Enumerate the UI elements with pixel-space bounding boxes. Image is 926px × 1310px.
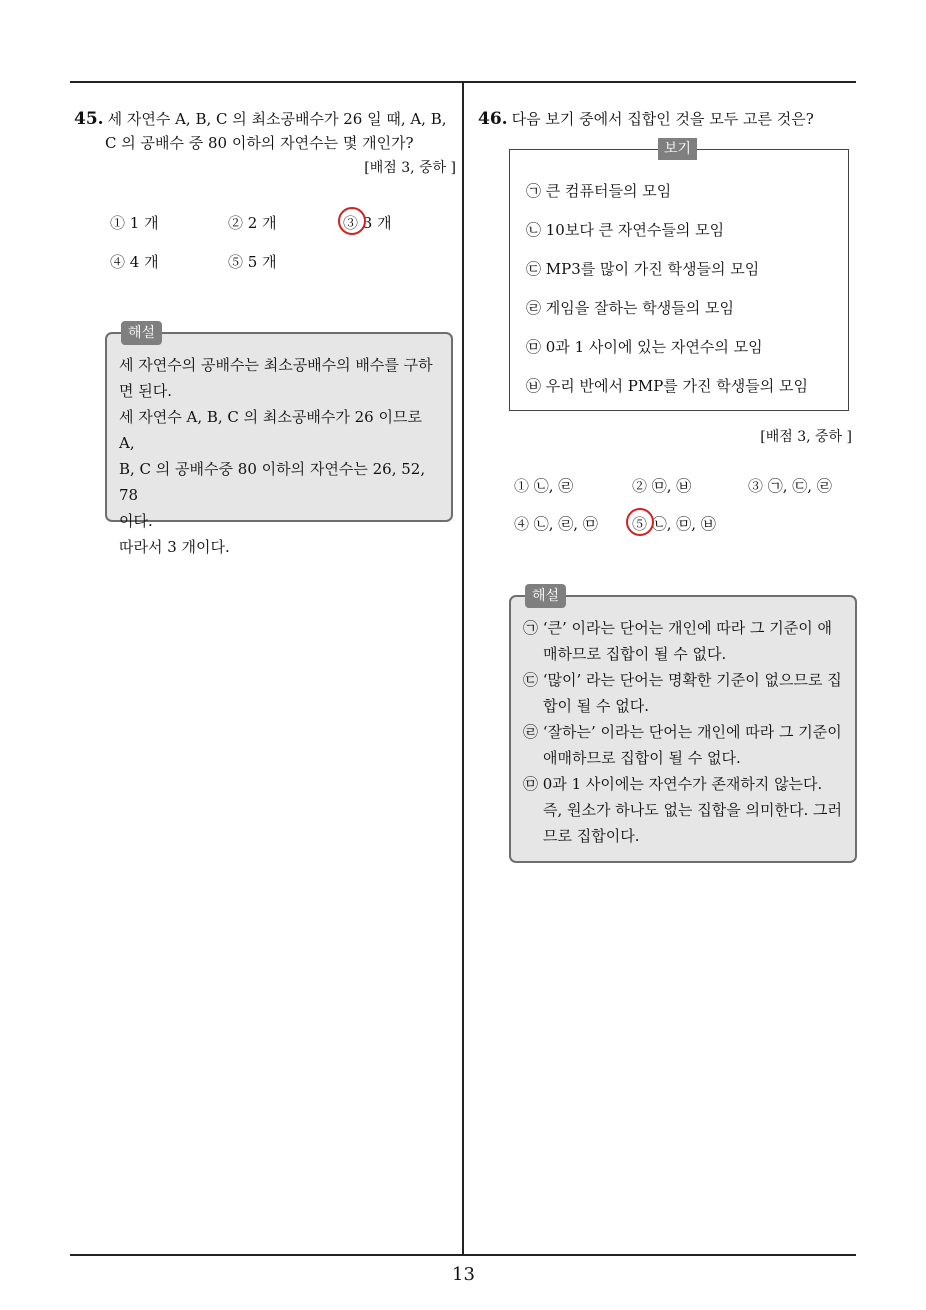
solution-line: 애매하므로 집합이 될 수 없다. bbox=[543, 749, 741, 767]
solution-line: 이다. bbox=[119, 512, 153, 530]
difficulty-points: [배점 3, 중하 ] bbox=[364, 160, 456, 176]
solution-line: 세 자연수 A, B, C 의 최소공배수가 26 이므로 A, bbox=[119, 408, 422, 452]
question-text: 세 자연수 A, B, C 의 최소공배수가 26 일 때, A, B, bbox=[107, 110, 447, 128]
column-divider bbox=[462, 82, 464, 1255]
solution-line: 면 된다. bbox=[119, 382, 173, 400]
choice-3[interactable]: ③ 3 개 bbox=[343, 214, 392, 232]
answer-circle-mark bbox=[338, 207, 366, 235]
question-45 bbox=[74, 107, 456, 177]
solution-line: 므로 집합이다. bbox=[543, 827, 640, 845]
choice-4[interactable]: ④ ㉡, ㉣, ㉤ bbox=[514, 515, 598, 533]
question-46 bbox=[478, 107, 854, 131]
solution-line: B, C 의 공배수중 80 이하의 자연수는 26, 52, 78 bbox=[119, 460, 426, 504]
page-number: 13 bbox=[452, 1264, 475, 1285]
question-number: 45. bbox=[74, 109, 104, 129]
question-45-line2 bbox=[74, 131, 456, 155]
bogi-item: ㉢ MP3를 많이 가진 학생들의 모임 bbox=[526, 260, 760, 278]
choice-5[interactable]: ⑤ ㉡, ㉤, ㉥ bbox=[632, 515, 716, 533]
solution-tag: 해설 bbox=[121, 321, 162, 345]
question-number: 46. bbox=[478, 109, 508, 129]
solution-tag: 해설 bbox=[525, 584, 566, 608]
answer-circle-mark bbox=[626, 508, 654, 536]
choice-2[interactable]: ② 2 개 bbox=[228, 214, 277, 232]
solution-line: 따라서 3 개이다. bbox=[119, 538, 230, 556]
solution-line: ㉣ ‘잘하는’ 이라는 단어는 개인에 따라 그 기준이 bbox=[523, 723, 842, 741]
question-46-line bbox=[478, 107, 854, 131]
choice-3[interactable]: ③ ㉠, ㉢, ㉣ bbox=[748, 477, 832, 495]
question-text: C 의 공배수 중 80 이하의 자연수는 몇 개인가? bbox=[105, 134, 414, 152]
solution-line: ㉤ 0과 1 사이에는 자연수가 존재하지 않는다. bbox=[523, 775, 823, 793]
solution-line: ㉠ ‘큰’ 이라는 단어는 개인에 따라 그 기준이 애 bbox=[523, 619, 833, 637]
choice-4[interactable]: ④ 4 개 bbox=[110, 253, 159, 271]
solution-box-45 bbox=[105, 325, 453, 556]
bogi-item: ㉡ 10보다 큰 자연수들의 모임 bbox=[526, 221, 725, 239]
bogi-item: ㉣ 게임을 잘하는 학생들의 모임 bbox=[526, 299, 734, 317]
bogi-item: ㉠ 큰 컴퓨터들의 모임 bbox=[526, 182, 672, 200]
bogi-box bbox=[509, 141, 849, 411]
solution-line: 합이 될 수 없다. bbox=[543, 697, 650, 715]
bogi-item: ㉥ 우리 반에서 PMP를 가진 학생들의 모임 bbox=[526, 377, 809, 395]
bogi-item: ㉤ 0과 1 사이에 있는 자연수의 모임 bbox=[526, 338, 763, 356]
solution-line: 즉, 원소가 하나도 없는 집합을 의미한다. 그러 bbox=[543, 801, 842, 819]
bogi-tag: 보기 bbox=[658, 138, 697, 160]
choice-5[interactable]: ⑤ 5 개 bbox=[228, 253, 277, 271]
difficulty-points: [배점 3, 중하 ] bbox=[760, 429, 852, 445]
solution-line: ㉢ ‘많이’ 라는 단어는 명확한 기준이 없으므로 집 bbox=[523, 671, 842, 689]
choice-1[interactable]: ① 1 개 bbox=[110, 214, 159, 232]
choice-1[interactable]: ① ㉡, ㉣ bbox=[514, 477, 574, 495]
solution-line: 세 자연수의 공배수는 최소공배수의 배수를 구하 bbox=[119, 356, 433, 374]
question-45-line1 bbox=[74, 107, 456, 131]
question-text: 다음 보기 중에서 집합인 것을 모두 고른 것은? bbox=[511, 110, 814, 128]
solution-box-46 bbox=[509, 588, 857, 863]
choice-2[interactable]: ② ㉤, ㉥ bbox=[632, 477, 692, 495]
solution-line: 매하므로 집합이 될 수 없다. bbox=[543, 645, 727, 663]
